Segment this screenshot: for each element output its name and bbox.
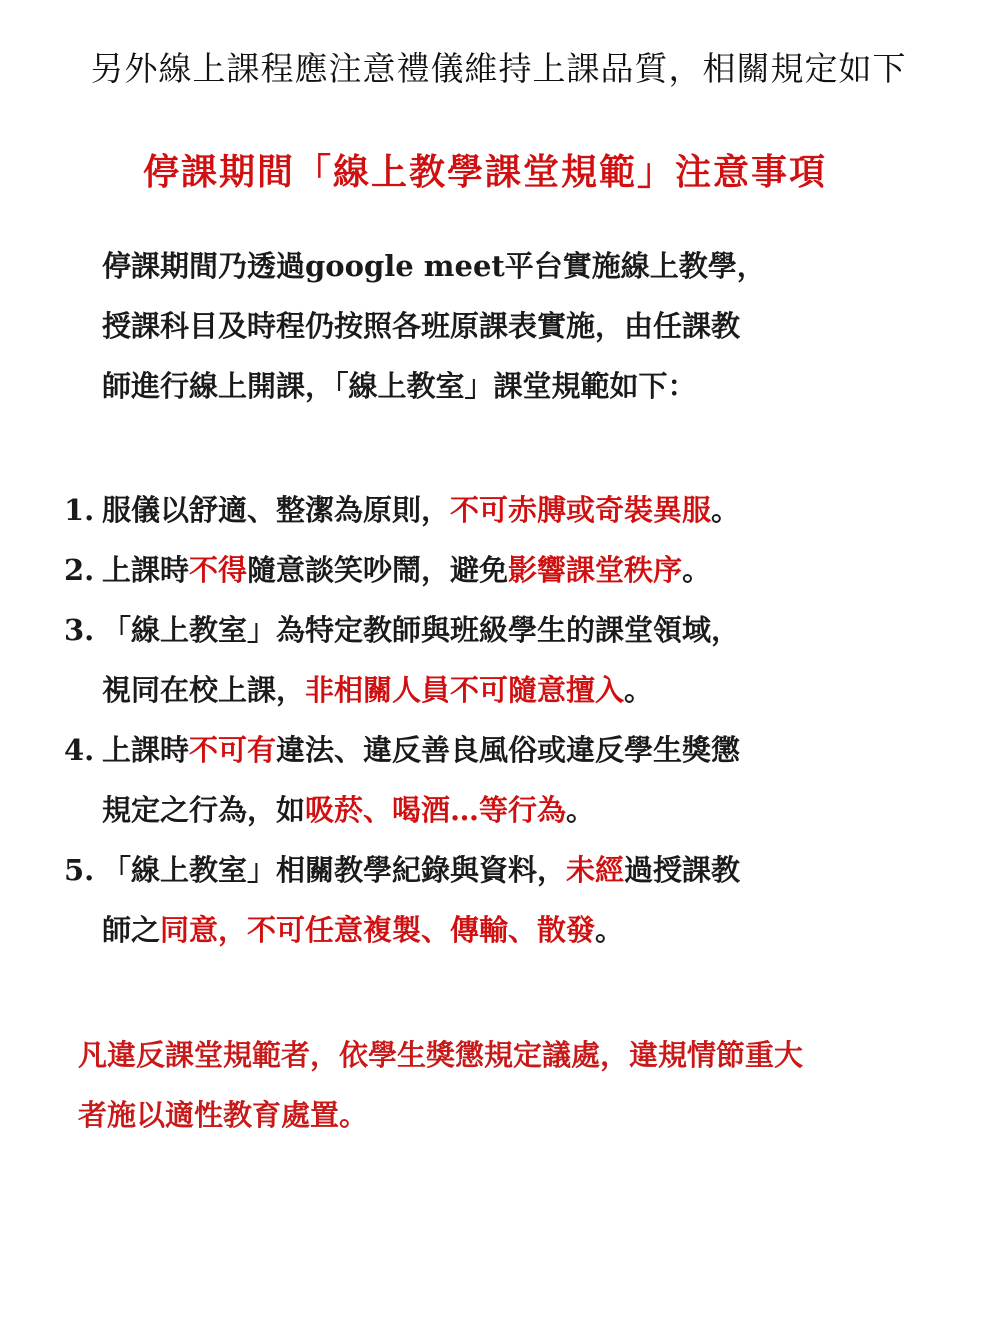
rule-text: 。	[566, 793, 596, 827]
rule-text-highlight: 不得	[189, 553, 248, 587]
rule-text: 規定之行為，如	[102, 793, 306, 827]
rule-line	[64, 900, 904, 960]
rule-number: 3.	[64, 613, 95, 647]
rule-text: 違法、違反善良風俗或違反學生獎懲	[276, 733, 741, 767]
rule-item	[64, 840, 904, 960]
rule-text: 視同在校上課，	[102, 673, 306, 707]
rule-text: 「線上教室」相關教學紀錄與資料，	[102, 853, 567, 887]
closing-note	[78, 1025, 908, 1145]
closing-line: 者施以適性教育處置。	[78, 1098, 369, 1132]
rule-number: 2.	[64, 553, 95, 587]
rule-text: 。	[624, 673, 654, 707]
rule-text: 「線上教室」為特定教師與班級學生的課堂領域，	[102, 613, 741, 647]
preamble-line: 師進行線上開課，「線上教室」課堂規範如下：	[102, 369, 697, 403]
closing-line: 凡違反課堂規範者，依學生獎懲規定議處，違規情節重大	[78, 1038, 804, 1072]
rule-number: 1.	[64, 493, 95, 527]
rule-text: 服儀以舒適、整潔為原則，	[102, 493, 451, 527]
notice-preamble	[102, 236, 892, 416]
rules-list	[64, 480, 904, 960]
rule-text: 過授課教	[624, 853, 741, 887]
rule-line	[64, 660, 904, 720]
notice-title: 停課期間「線上教學課堂規範」注意事項	[142, 151, 827, 193]
rule-line	[64, 600, 904, 660]
intro-text: 另外線上課程應注意禮儀維持上課品質，相關規定如下	[90, 49, 907, 88]
preamble-line: 授課科目及時程仍按照各班原課表實施，由任課教	[102, 309, 741, 343]
notice-image	[60, 130, 910, 1170]
rule-line	[64, 720, 904, 780]
rule-number: 4.	[64, 733, 95, 767]
rule-text: 。	[711, 493, 741, 527]
rule-text: 。	[595, 913, 625, 947]
rule-text-highlight: 不可赤膊或奇裝異服	[450, 493, 712, 527]
rule-line	[64, 480, 904, 540]
rule-text: 。	[682, 553, 712, 587]
rule-text-highlight: 未經	[566, 853, 625, 887]
rule-text-highlight: 影響課堂秩序	[508, 553, 683, 587]
rule-item	[64, 720, 904, 840]
rule-text: 上課時	[102, 553, 190, 587]
rule-text: 隨意談笑吵鬧，避免	[247, 553, 509, 587]
rule-text: 師之	[102, 913, 161, 947]
rule-text-highlight: 吸菸、喝酒…等行為	[305, 793, 567, 827]
rule-item	[64, 480, 904, 540]
rule-text-highlight: 非相關人員不可隨意擅入	[305, 673, 625, 707]
rule-number: 5.	[64, 853, 95, 887]
rule-line	[64, 780, 904, 840]
rule-item	[64, 540, 904, 600]
rule-text: 上課時	[102, 733, 190, 767]
rule-text-highlight: 同意，不可任意複製、傳輸、散發	[160, 913, 596, 947]
preamble-line: 停課期間乃透過google meet平台實施線上教學，	[102, 249, 766, 283]
rule-text-highlight: 不可有	[189, 733, 277, 767]
rule-line	[64, 540, 904, 600]
rule-line	[64, 840, 904, 900]
rule-item	[64, 600, 904, 720]
